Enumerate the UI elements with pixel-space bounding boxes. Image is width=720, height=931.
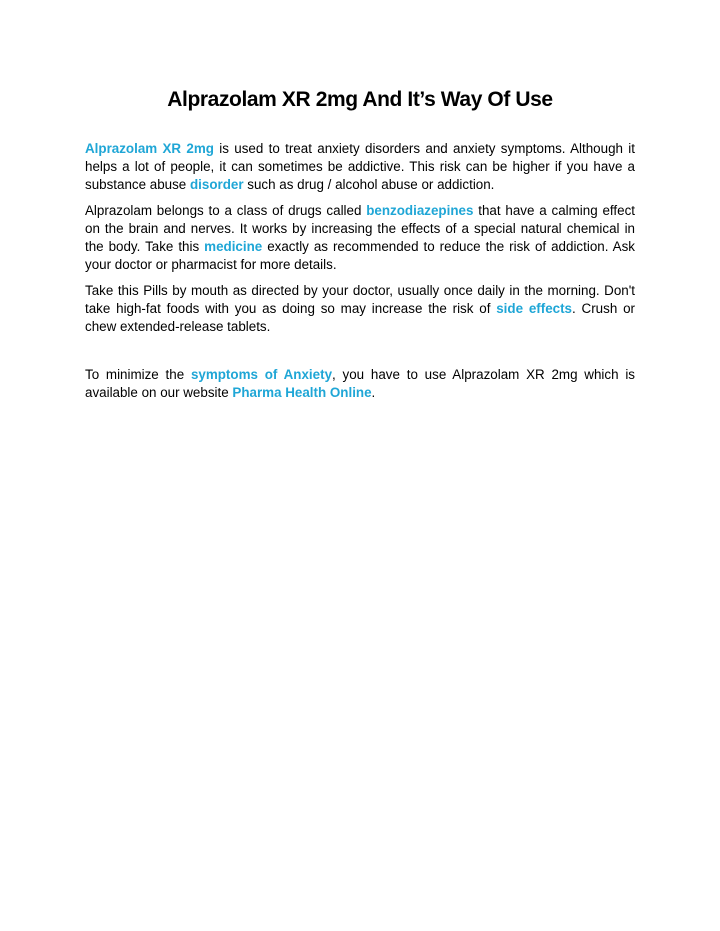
paragraph-text: . Crush or chew extended-release tablets. (85, 301, 635, 334)
paragraph-text: Alprazolam belongs to a class of drugs called (85, 203, 367, 218)
paragraph-drug-class (85, 202, 635, 274)
link-alprazolam-xr-2mg[interactable]: Alprazolam XR 2mg (85, 141, 214, 156)
link-side-effects[interactable]: side effects (496, 301, 573, 316)
paragraph-text: is used to treat anxiety disorders and anxiety symptoms. Although it helps a lot of people, it can sometimes be addictive. This risk can be higher if you have a substance abuse (85, 141, 635, 192)
link-disorder[interactable]: disorder (189, 177, 244, 192)
paragraph-dosage (85, 282, 635, 336)
paragraph-purchase (85, 366, 635, 402)
page-title: Alprazolam XR 2mg And It’s Way Of Use (167, 88, 553, 111)
paragraph-text: Take this Pills by mouth as directed by your doctor, usually once daily in the morning. Don't take high-fat foods with you as doing so may increase the risk of (85, 283, 635, 316)
paragraph-text: exactly as recommended to reduce the risk of addiction. Ask your doctor or pharmacist for more details. (85, 239, 635, 272)
paragraph-text: that have a calming effect on the brain and nerves. It works by increasing the effects of a special natural chemical in the body. Take this (85, 203, 635, 254)
paragraph-text: such as drug / alcohol abuse or addiction. (243, 177, 495, 192)
link-benzodiazepines[interactable]: benzodiazepines (366, 203, 474, 218)
link-medicine[interactable]: medicine (204, 239, 263, 254)
paragraph-text: , you have to use Alprazolam XR 2mg which is available on our website (85, 367, 635, 400)
link-pharma-health-online[interactable]: Pharma Health Online (232, 385, 372, 400)
paragraph-text: To minimize the (85, 367, 191, 382)
paragraph-intro (85, 140, 635, 194)
link-symptoms-of-anxiety[interactable]: symptoms of Anxiety (190, 367, 333, 382)
paragraph-text: . (371, 385, 376, 400)
